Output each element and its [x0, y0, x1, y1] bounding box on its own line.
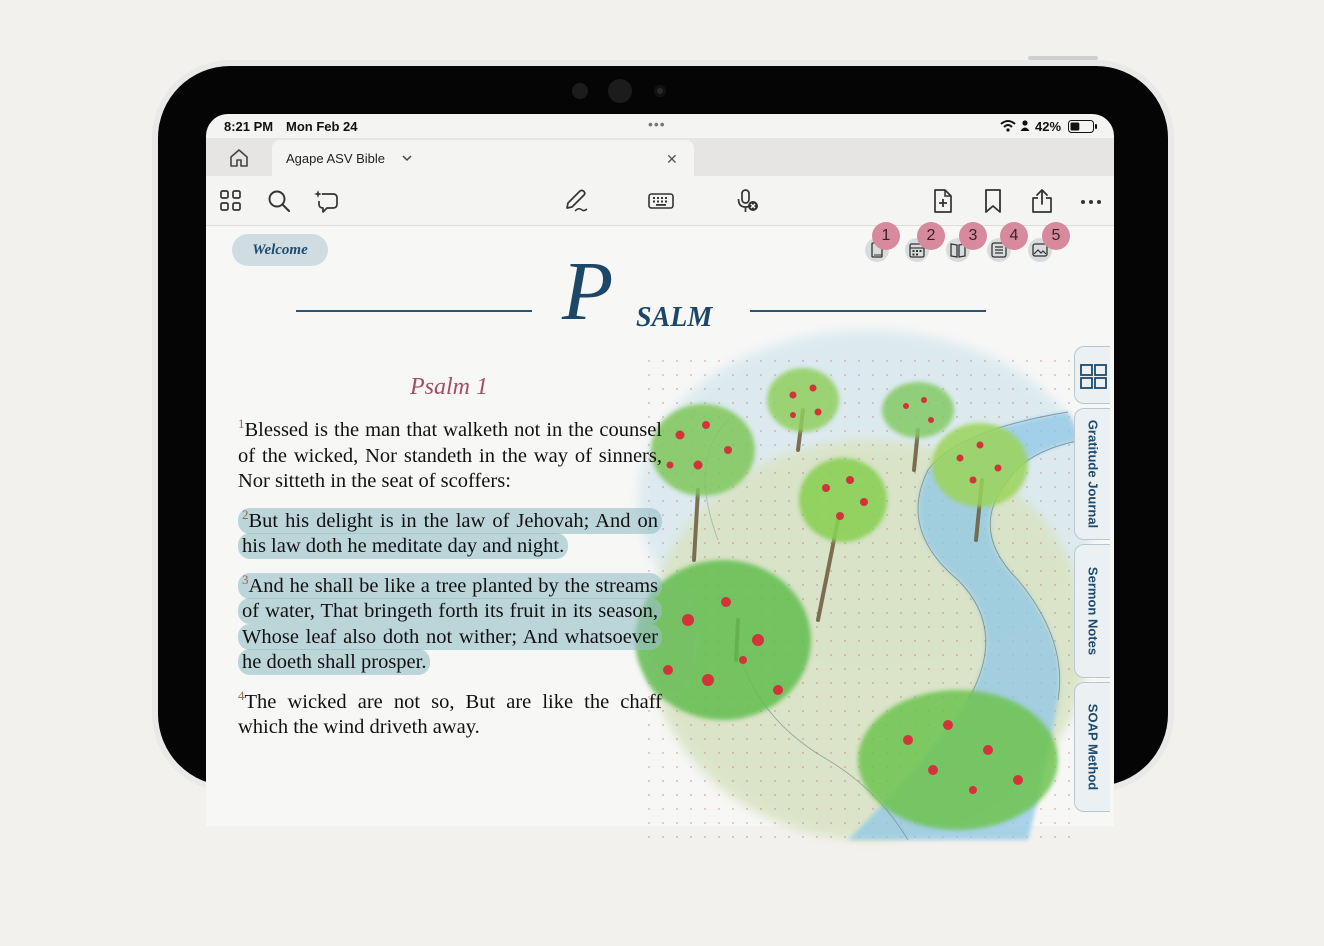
- status-time: 8:21 PM: [224, 119, 274, 134]
- watercolor-trees-river-illustration: [628, 340, 1082, 840]
- heading-initial: P: [562, 245, 614, 338]
- bible-page: [206, 226, 1114, 826]
- more-icon[interactable]: [1078, 188, 1104, 214]
- mic-off-icon[interactable]: [734, 188, 760, 214]
- badge-2: 2: [917, 222, 945, 250]
- verse-list: [238, 418, 662, 755]
- close-tab-icon[interactable]: ✕: [666, 151, 678, 167]
- pen-tool-icon[interactable]: [563, 188, 589, 214]
- welcome-button[interactable]: Welcome: [232, 234, 328, 266]
- battery-icon: [1068, 120, 1098, 133]
- grid-view-icon[interactable]: [218, 188, 244, 214]
- verse-number: 1: [238, 416, 245, 432]
- verse-4[interactable]: [238, 687, 662, 741]
- badge-3: 3: [959, 222, 987, 250]
- tab-bar: [206, 138, 1114, 176]
- verse-text[interactable]: Blessed is the man that walketh not in the counsel of the wicked, Nor standeth in the way of sinners, Nor sitteth in the seat of scoffers:: [238, 419, 662, 492]
- grid-icon: [1075, 347, 1111, 405]
- tab-label: SOAP Method: [1085, 703, 1100, 791]
- top-button: [1028, 56, 1098, 60]
- verse-highlight[interactable]: [238, 573, 662, 676]
- home-icon[interactable]: [228, 148, 250, 168]
- verse-text[interactable]: But his delight is in the law of Jehovah; And on his law doth he meditate day and night.: [242, 509, 658, 557]
- verse-3[interactable]: [238, 571, 662, 676]
- keyboard-icon[interactable]: [647, 188, 675, 214]
- verse-text[interactable]: And he shall be like a tree planted by the streams of water, That bringeth forth its fruit in its season, Whose leaf also doth not wither; And whatsoever he doeth shall prosper.: [242, 574, 658, 673]
- share-icon[interactable]: [1029, 188, 1055, 214]
- tab-label: Gratitude Journal: [1085, 419, 1100, 529]
- front-camera: [608, 79, 632, 103]
- volume-up-button: [1168, 172, 1173, 230]
- tab-gratitude-journal[interactable]: [1074, 408, 1110, 540]
- tab-agape-bible[interactable]: [272, 140, 694, 176]
- sensor: [572, 83, 588, 99]
- badge-4: 4: [1000, 222, 1028, 250]
- ai-lasso-icon[interactable]: [314, 188, 340, 214]
- status-date: Mon Feb 24: [286, 119, 358, 134]
- volume-down-button: [1168, 244, 1173, 302]
- chevron-down-icon[interactable]: [402, 154, 412, 162]
- verse-2[interactable]: [238, 506, 662, 560]
- verse-highlight[interactable]: [238, 508, 662, 560]
- verse-1[interactable]: [238, 418, 662, 495]
- heading-rule-right: [750, 310, 986, 312]
- tab-title[interactable]: Agape ASV Bible: [286, 151, 386, 166]
- person-icon: [1020, 120, 1030, 132]
- tab-sermon-notes[interactable]: [1074, 544, 1110, 678]
- chapter-title: Psalm 1: [410, 374, 488, 400]
- verse-number: 2: [242, 506, 249, 522]
- section-tabs: [1074, 346, 1114, 946]
- verse-text[interactable]: The wicked are not so, But are like the chaff which the wind driveth away.: [238, 690, 662, 738]
- verse-number: 4: [238, 687, 245, 703]
- badge-5: 5: [1042, 222, 1070, 250]
- toolbar: [206, 176, 1114, 226]
- search-icon[interactable]: [266, 188, 292, 214]
- wifi-icon: [1000, 120, 1016, 132]
- badge-1: 1: [872, 222, 900, 250]
- app-screen: [206, 114, 1114, 814]
- tab-soap-method[interactable]: [1074, 682, 1110, 812]
- verse-number: 3: [242, 571, 249, 587]
- light-sensor: [654, 85, 666, 97]
- tab-grid-index[interactable]: [1074, 346, 1110, 404]
- bookmark-icon[interactable]: [980, 188, 1006, 214]
- tab-label: Sermon Notes: [1085, 566, 1100, 656]
- battery-percent: 42%: [1035, 119, 1062, 134]
- status-bar: [206, 114, 1114, 138]
- heading-rule-left: [296, 310, 532, 312]
- new-page-icon[interactable]: [930, 188, 956, 214]
- multitask-dots-icon[interactable]: •••: [648, 116, 666, 132]
- heading-word: SALM: [636, 302, 713, 333]
